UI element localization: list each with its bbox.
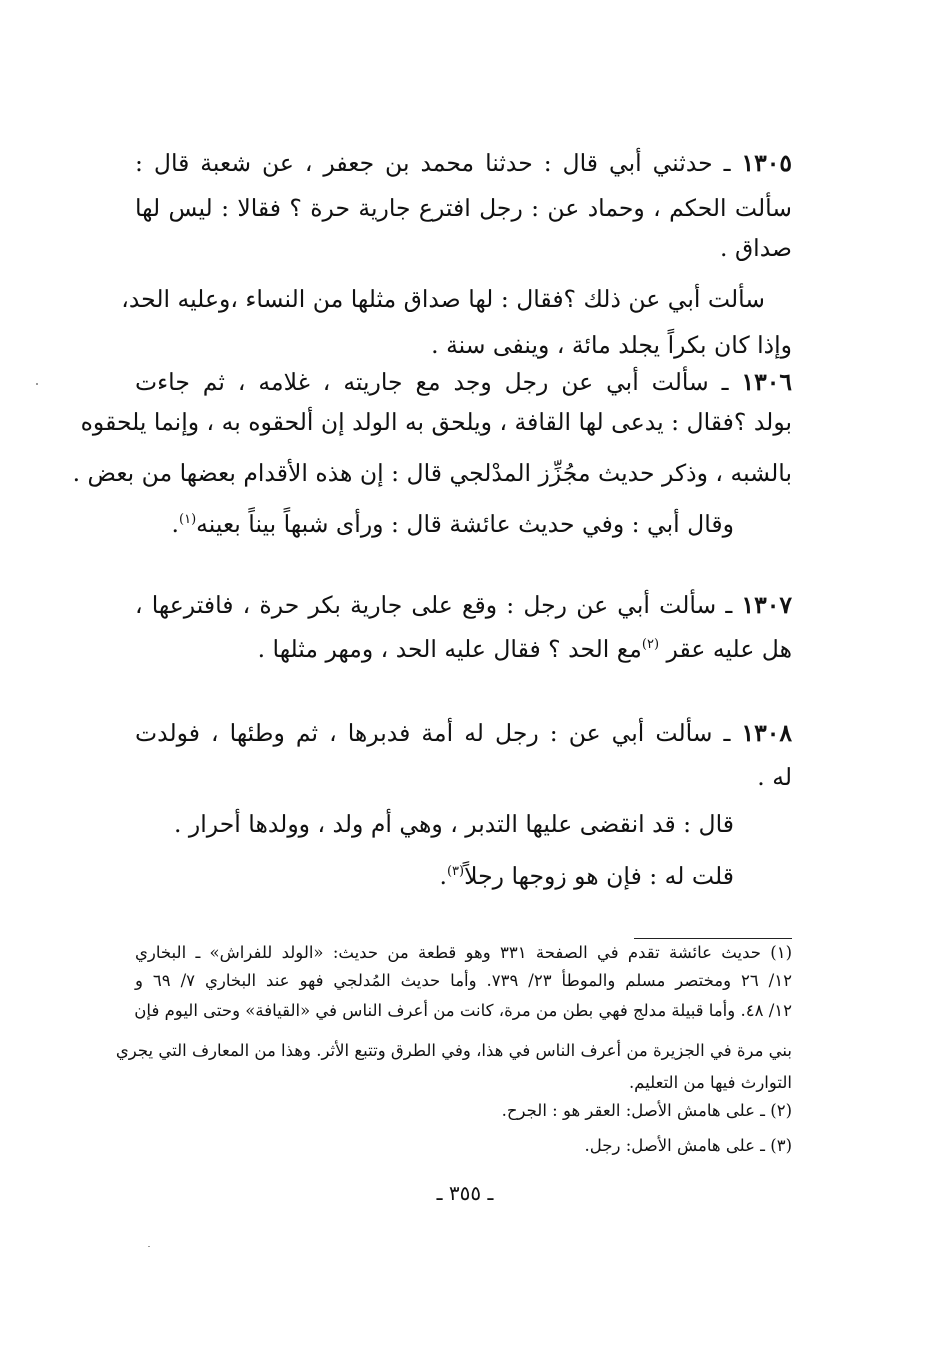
text-line: هل عليه عقر $^{(٢)}$مع الحد ؟ فقال عليه الحد ، ومهر مثلها . (257, 634, 792, 663)
text-line: قال : قد انقضى عليها التدبر ، وهي أم ولد ، وولدها أحرار . (173, 810, 734, 838)
text-line: بالشبه ، وذكر حديث مجُزِّز المدْلجي قال : إن هذه الأقدام بعضها من بعض . (72, 459, 792, 487)
footnote-ref: (٢) (641, 637, 660, 652)
entry-number: ١٣٠٦ (741, 368, 792, 396)
footnote-separator (634, 938, 792, 939)
text-line: وإذا كان بكراً يجلد مائة ، وينفى سنة . (431, 331, 792, 359)
scan-speck (36, 383, 38, 385)
entry-number: ١٣٠٧ (741, 591, 792, 619)
footnote-line: التوارث فيها من التعليم. (628, 1073, 792, 1092)
text-line: بولد ؟فقال : يدعى لها القافة ، ويلحق به الولد إن ألحقوه به ، وإنما يلحقوه (80, 408, 792, 436)
text-line: سألت أبي عن ذلك ؟فقال : لها صداق مثلها من النساء ،وعليه الحد، (121, 285, 765, 313)
footnote-line: (٢) ـ على هامش الأصل: العقر هو : الجرح. (501, 1101, 792, 1120)
text-line: سألت الحكم ، وحماد عن : رجل افترع جارية حرة ؟ فقالا : ليس لها (135, 194, 792, 222)
text-line: وقال أبي : وفي حديث عائشة قال : ورأى شبهاً بيناً بعينه$^{(١)}$. (171, 509, 734, 538)
footnote-ref: (١) (179, 512, 197, 527)
text-line: ١٣٠٧ ـ سألت أبي عن رجل : وقع على جارية بكر حرة ، فافترعها ، (135, 591, 792, 619)
footnote-line: (٣) ـ على هامش الأصل: رجل. (584, 1136, 792, 1155)
entry-number: ١٣٠٥ (741, 149, 792, 177)
footnote-line: (١) حديث عائشة تقدم في الصفحة ٣٣١ وهو قطعة من حديث: «الولد للفراش» ـ البخاري (135, 943, 792, 962)
text-line: قلت له : فإن هو زوجها رجلاً$^{(٣)}$. (439, 861, 734, 890)
footnote-line: بني مرة في الجزيرة من أعرف الناس في هذا، وفي الطرق وتتبع الأثر. وهذا من المعارف التي يجري (115, 1041, 792, 1060)
text-line: ١٣٠٨ ـ سألت أبي عن : رجل له أمة فدبرها ، ثم وطئها ، فولدت (135, 719, 792, 747)
page-number: ـ ٣٥٥ ـ (436, 1181, 494, 1205)
footnote-line: ١٢/ ٤٨. وأما قبيلة مدلج فهي بطن من مرة، كانت من أعرف الناس في «القيافة» وحتى اليوم فإن (134, 1001, 792, 1020)
text-line: صداق . (720, 234, 792, 262)
text-line: ١٣٠٥ ـ حدثني أبي قال : حدثنا محمد بن جعفر ، عن شعبة قال : (135, 149, 792, 177)
footnote-line: ١٢/ ٢٦ ومختصر مسلم والموطأ ٢٣/ ٧٣٩. وأما حديث المُدلجي فهو عند البخاري ٧/ ٦٩ و (135, 971, 792, 990)
scan-speck (148, 1246, 150, 1247)
text-line: ١٣٠٦ ـ سألت أبي عن رجل وجد مع جاريته ، غلامه ، ثم جاءت (135, 368, 792, 396)
footnote-ref: (٣) (446, 864, 465, 879)
text-line: له . (757, 763, 792, 791)
entry-number: ١٣٠٨ (741, 719, 792, 747)
